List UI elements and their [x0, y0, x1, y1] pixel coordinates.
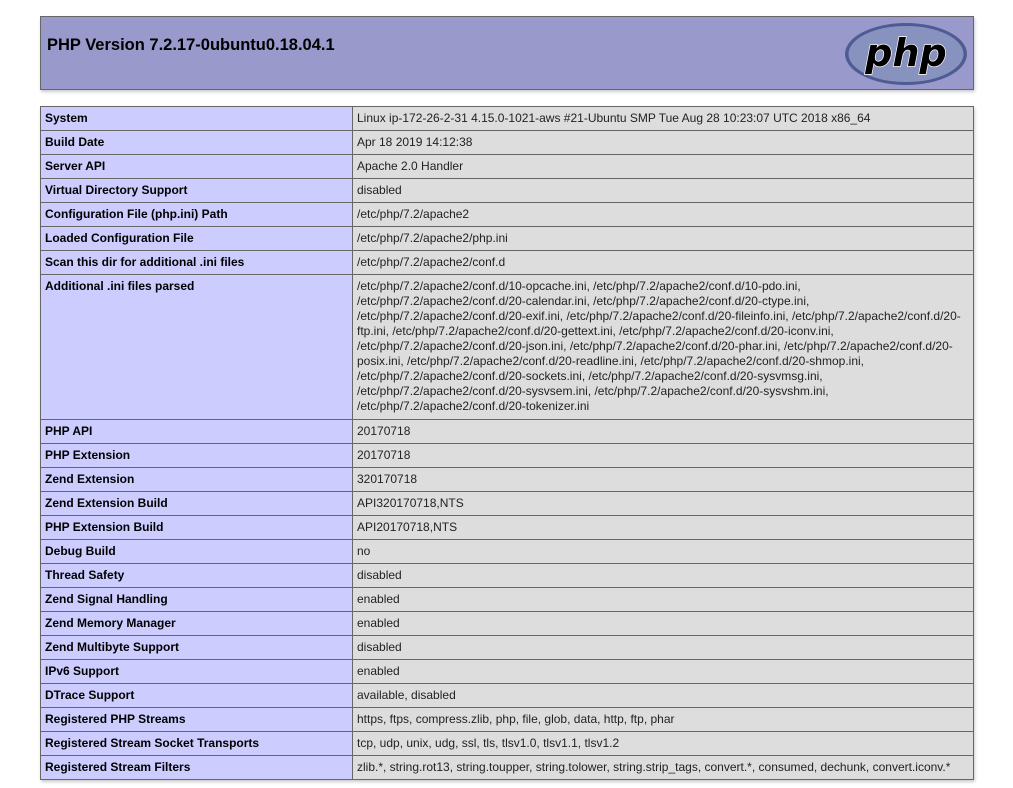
- row-value: enabled: [353, 588, 974, 612]
- row-value: API20170718,NTS: [353, 516, 974, 540]
- table-row: [41, 636, 974, 660]
- table-row: [41, 732, 974, 756]
- row-key: IPv6 Support: [41, 660, 353, 684]
- row-key: Scan this dir for additional .ini files: [41, 251, 353, 275]
- row-value: disabled: [353, 564, 974, 588]
- row-key: System: [41, 107, 353, 131]
- table-row: [41, 588, 974, 612]
- php-logo-text: php: [865, 31, 947, 75]
- row-value: /etc/php/7.2/apache2/conf.d: [353, 251, 974, 275]
- table-row: [41, 155, 974, 179]
- row-key: Additional .ini files parsed: [41, 275, 353, 420]
- table-row: [41, 540, 974, 564]
- table-row: [41, 492, 974, 516]
- row-value: Apache 2.0 Handler: [353, 155, 974, 179]
- table-row: [41, 275, 974, 420]
- row-key: Virtual Directory Support: [41, 179, 353, 203]
- table-row: [41, 203, 974, 227]
- row-value: Apr 18 2019 14:12:38: [353, 131, 974, 155]
- row-key: Loaded Configuration File: [41, 227, 353, 251]
- row-value: 20170718: [353, 420, 974, 444]
- row-value: disabled: [353, 636, 974, 660]
- row-value: no: [353, 540, 974, 564]
- row-key: Zend Signal Handling: [41, 588, 353, 612]
- table-row: [41, 564, 974, 588]
- core-info-table: [40, 106, 974, 780]
- row-key: DTrace Support: [41, 684, 353, 708]
- row-key: Server API: [41, 155, 353, 179]
- table-row: [41, 131, 974, 155]
- row-key: PHP Extension Build: [41, 516, 353, 540]
- row-key: Thread Safety: [41, 564, 353, 588]
- row-value: zlib.*, string.rot13, string.toupper, string.tolower, string.strip_tags, convert.*, consumed, dechunk, convert.iconv.*: [353, 756, 974, 780]
- row-key: Zend Extension: [41, 468, 353, 492]
- row-value: tcp, udp, unix, udg, ssl, tls, tlsv1.0, tlsv1.1, tlsv1.2: [353, 732, 974, 756]
- row-value: /etc/php/7.2/apache2/conf.d/10-opcache.ini, /etc/php/7.2/apache2/conf.d/10-pdo.ini, /etc/php/7.2/apache2/conf.d/20-calendar.ini, /etc/php/7.2/apache2/conf.d/20-ctype.ini, /etc/php/7.2/apache2/conf.d/20-exif.ini, /etc/php/7.2/apache2/conf.d/20-fileinfo.ini, /etc/php/7.2/apache2/conf.d/20-ftp.ini, /etc/php/7.2/apache2/conf.d/20-gettext.ini, /etc/php/7.2/apache2/conf.d/20-iconv.ini, /etc/php/7.2/apache2/conf.d/20-json.ini, /etc/php/7.2/apache2/conf.d/20-phar.ini, /etc/php/7.2/apache2/conf.d/20-posix.ini, /etc/php/7.2/apache2/conf.d/20-readline.ini, /etc/php/7.2/apache2/conf.d/20-shmop.ini, /etc/php/7.2/apache2/conf.d/20-sockets.ini, /etc/php/7.2/apache2/conf.d/20-sysvmsg.ini, /etc/php/7.2/apache2/conf.d/20-sysvsem.ini, /etc/php/7.2/apache2/conf.d/20-sysvshm.ini, /etc/php/7.2/apache2/conf.d/20-tokenizer.ini: [353, 275, 974, 420]
- table-row: [41, 612, 974, 636]
- table-row: [41, 660, 974, 684]
- row-value: 20170718: [353, 444, 974, 468]
- row-key: Registered PHP Streams: [41, 708, 353, 732]
- table-row: [41, 708, 974, 732]
- php-logo-icon[interactable]: [844, 22, 968, 86]
- page-title: PHP Version 7.2.17-0ubuntu0.18.04.1: [47, 36, 335, 54]
- row-key: Zend Memory Manager: [41, 612, 353, 636]
- phpinfo-page: [40, 16, 974, 774]
- row-key: Zend Extension Build: [41, 492, 353, 516]
- row-value: https, ftps, compress.zlib, php, file, glob, data, http, ftp, phar: [353, 708, 974, 732]
- table-row: [41, 684, 974, 708]
- row-key: PHP Extension: [41, 444, 353, 468]
- row-value: disabled: [353, 179, 974, 203]
- row-value: 320170718: [353, 468, 974, 492]
- row-value: /etc/php/7.2/apache2/php.ini: [353, 227, 974, 251]
- row-key: PHP API: [41, 420, 353, 444]
- table-row: [41, 227, 974, 251]
- row-key: Zend Multibyte Support: [41, 636, 353, 660]
- row-key: Build Date: [41, 131, 353, 155]
- table-row: [41, 251, 974, 275]
- table-row: [41, 516, 974, 540]
- row-value: Linux ip-172-26-2-31 4.15.0-1021-aws #21-Ubuntu SMP Tue Aug 28 10:23:07 UTC 2018 x86_64: [353, 107, 974, 131]
- row-key: Registered Stream Socket Transports: [41, 732, 353, 756]
- table-row: [41, 179, 974, 203]
- row-key: Debug Build: [41, 540, 353, 564]
- row-value: enabled: [353, 660, 974, 684]
- row-value: available, disabled: [353, 684, 974, 708]
- table-row: [41, 107, 974, 131]
- table-row: [41, 444, 974, 468]
- row-value: /etc/php/7.2/apache2: [353, 203, 974, 227]
- row-value: API320170718,NTS: [353, 492, 974, 516]
- table-row: [41, 420, 974, 444]
- row-value: enabled: [353, 612, 974, 636]
- row-key: Configuration File (php.ini) Path: [41, 203, 353, 227]
- version-header: [40, 16, 974, 90]
- table-row: [41, 468, 974, 492]
- row-key: Registered Stream Filters: [41, 756, 353, 780]
- table-row: [41, 756, 974, 780]
